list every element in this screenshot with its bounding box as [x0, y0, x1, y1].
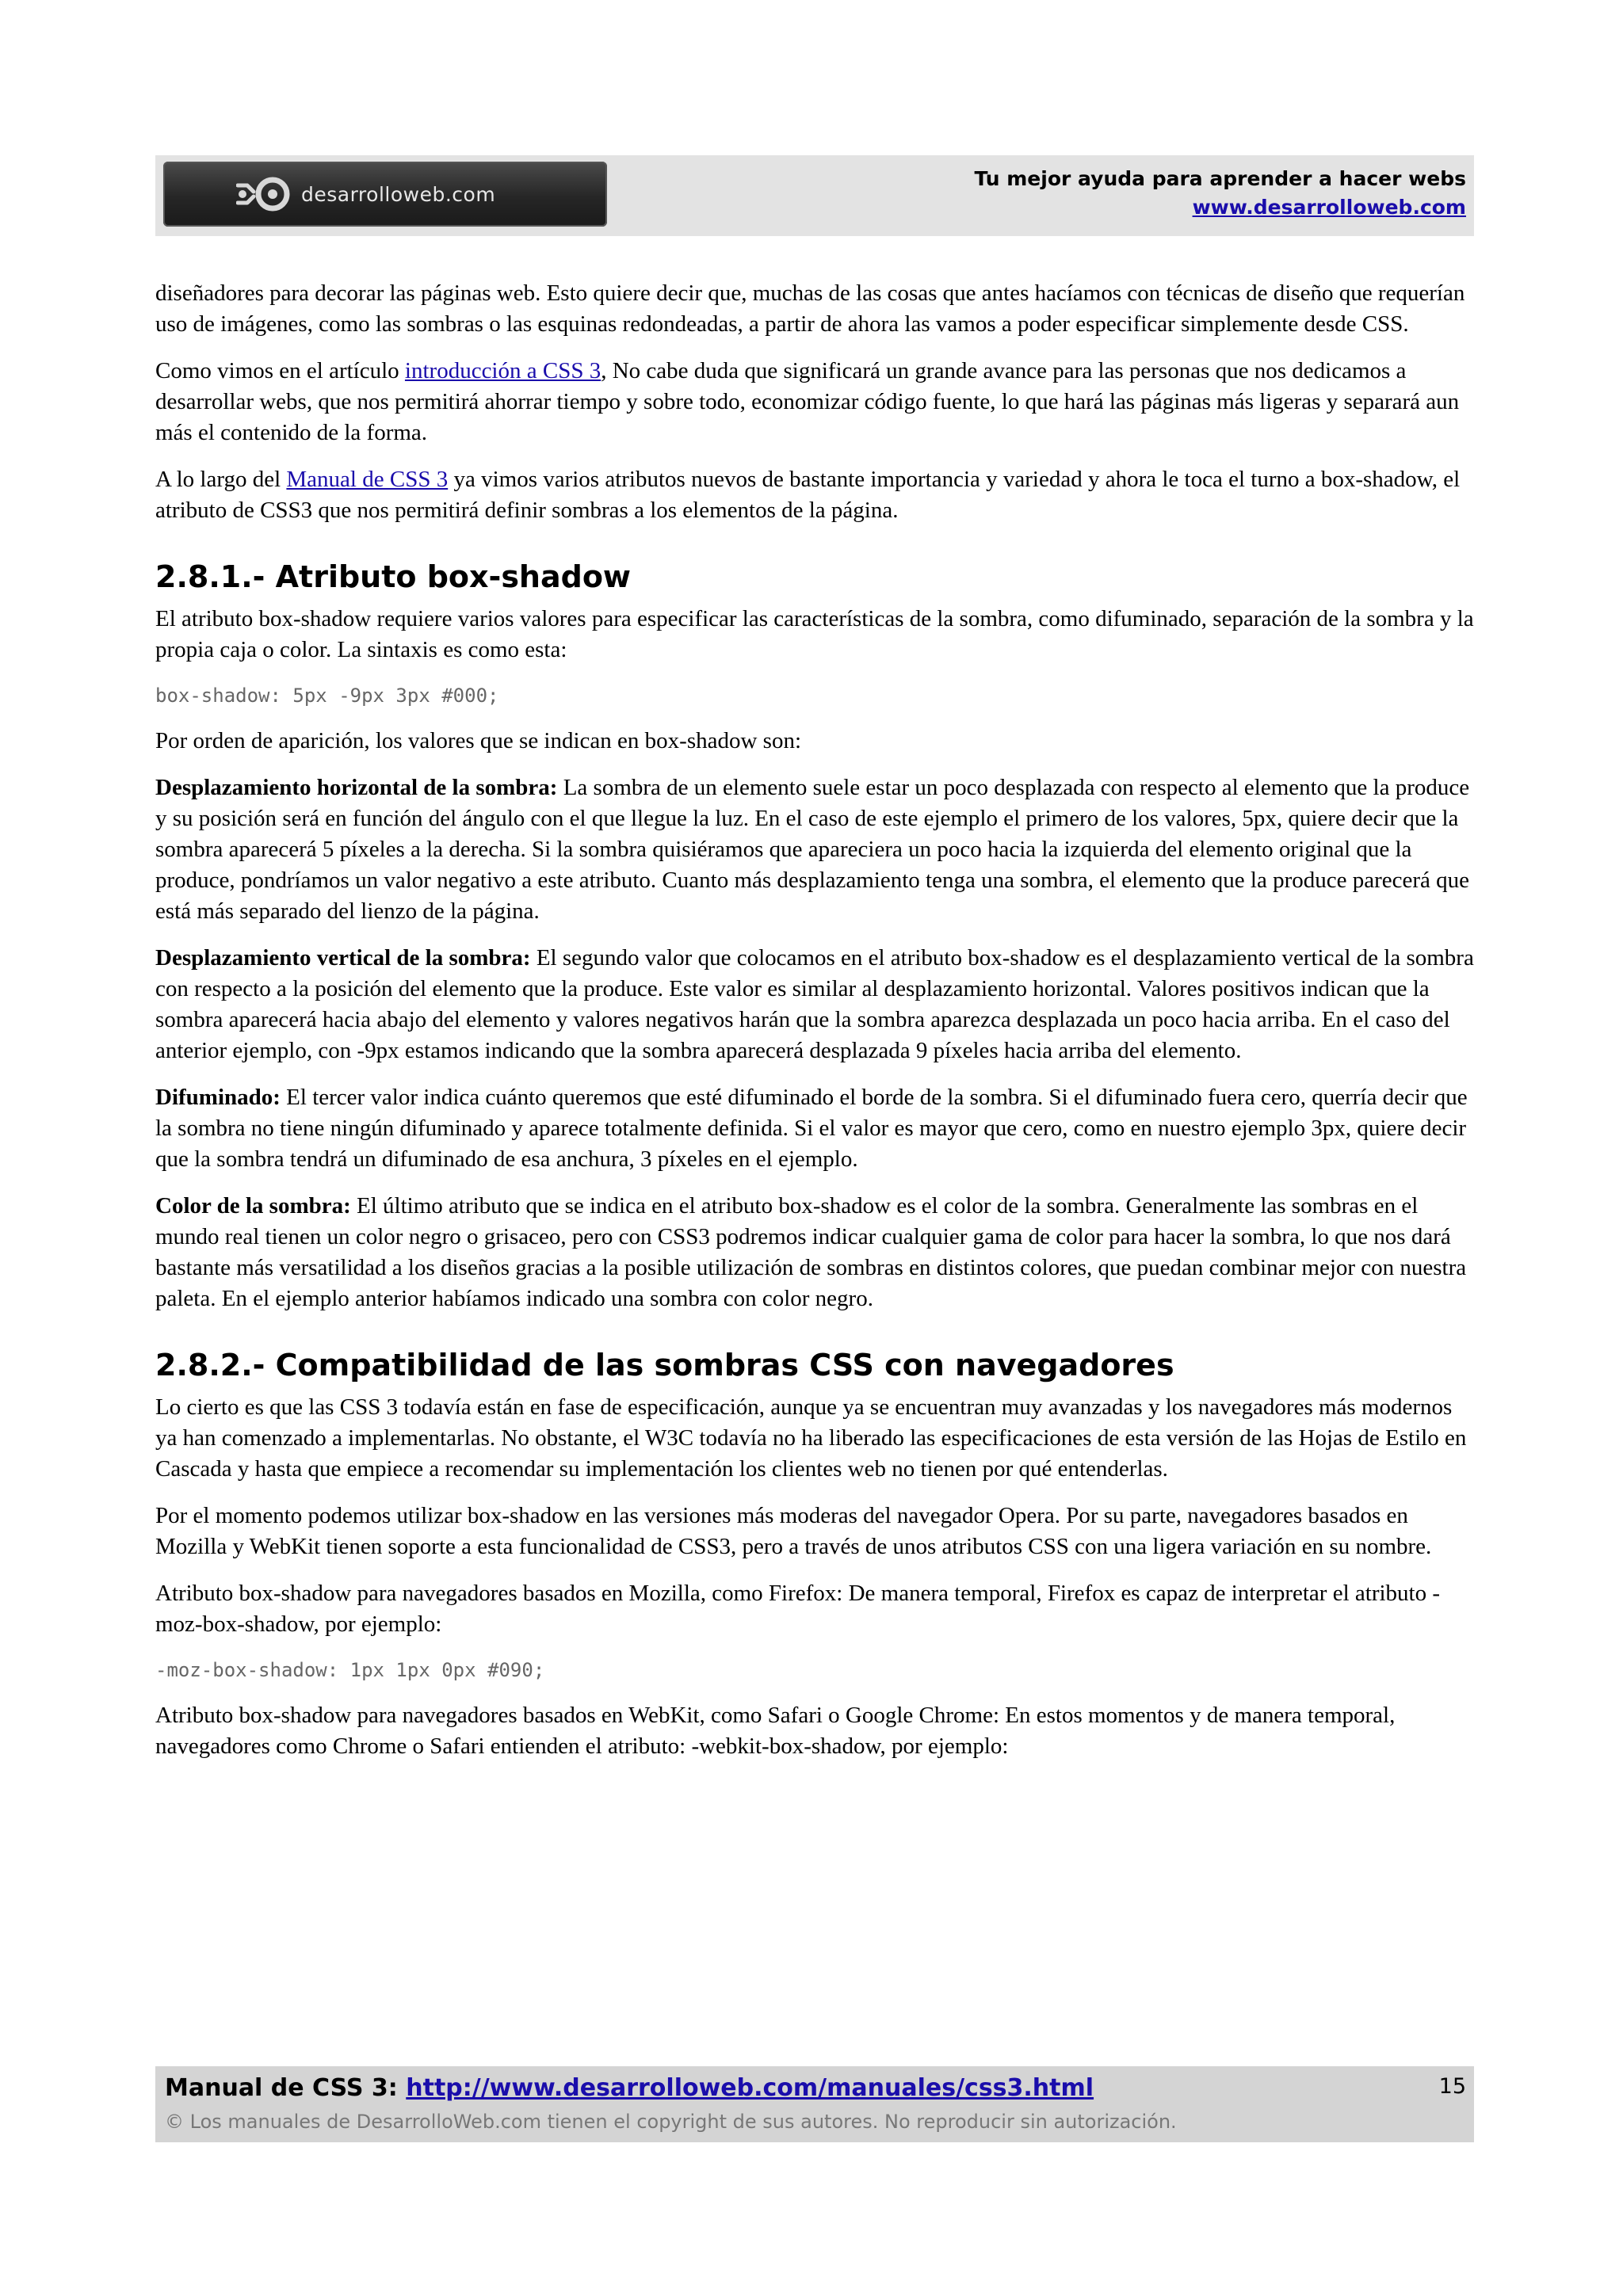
paragraph	[155, 1082, 1477, 1175]
footer-title-prefix: Manual de CSS 3:	[165, 2074, 407, 2102]
text: A lo largo del	[155, 467, 287, 492]
desarrolloweb-logo[interactable]	[163, 162, 607, 227]
paragraph: El atributo box-shadow requiere varios valores para especificar las características de la sombra, como difuminado, separación de la sombra y la propia caja o color. La sintaxis es como esta:	[155, 606, 1474, 662]
term-label: Desplazamiento vertical de la sombra:	[155, 945, 531, 971]
text: El tercer valor indica cuánto queremos que esté difuminado el borde de la sombra. Si el difuminado fuera cero, querría decir que la sombra no tiene ningún difuminado y aparece totalmente definida. Si el valor es mayor que cero, como en nuestro ejemplo 3px, quiere decir que la sombra tendrá un difuminado de esa anchura, 3 píxeles en el ejemplo.	[155, 1085, 1468, 1172]
code-example: box-shadow: 5px -9px 3px #000;	[155, 685, 499, 707]
paragraph	[155, 464, 1477, 526]
section-heading-box-shadow: 2.8.1.- Atributo box-shadow	[155, 559, 632, 594]
header-site-link[interactable]: www.desarrolloweb.com	[1192, 196, 1466, 219]
paragraph	[155, 1191, 1477, 1314]
page-footer	[155, 2066, 1474, 2142]
logo-mark-icon	[236, 174, 292, 214]
text: La sombra de un elemento suele estar un poco desplazada con respecto al elemento que la produce y su posición será en función del ángulo con el que llegue la luz. En el caso de este ejemplo el primero de los valores, 5px, quiere decir que la sombra aparecerá 5 píxeles a la derecha. Si la sombra quisiéramos que apareciera un poco hacia la izquierda del elemento original que la produce, pondríamos un valor negativo a este atributo. Cuanto más desplazamiento tenga una sombra, el elemento que la produce parecerá que está más separado del lienzo de la página.	[155, 775, 1470, 924]
logo-text: desarrolloweb.com	[301, 182, 496, 206]
page-number: 15	[1438, 2074, 1466, 2099]
code-example: -moz-box-shadow: 1px 1px 0px #090;	[155, 1659, 545, 1681]
term-label: Difuminado:	[155, 1085, 281, 1110]
term-label: Desplazamiento horizontal de la sombra:	[155, 775, 558, 800]
paragraph: Atributo box-shadow para navegadores basados en WebKit, como Safari o Google Chrome: En estos momentos y de manera temporal, navegadores como Chrome o Safari entienden el atributo: -webkit-box-shadow, por ejemplo:	[155, 1703, 1396, 1759]
footer-title	[165, 2073, 1094, 2104]
paragraph	[155, 943, 1477, 1066]
text: , No cabe duda que significará un grande avance para las personas que nos dedicamos a desarrollar webs, que nos permitirá ahorrar tiempo y sobre todo, economizar código fuente, lo que hará las páginas más ligeras y separará aun más el contenido de la forma.	[155, 358, 1460, 445]
header-tagline-block	[974, 165, 1466, 222]
manual-css3-link[interactable]: Manual de CSS 3	[286, 467, 449, 492]
text: El segundo valor que colocamos en el atributo box-shadow es el desplazamiento vertical de la sombra con respecto a la posición del elemento que la produce. Este valor es similar al desplazamiento horizontal. Valores positivos indican que la sombra aparecerá hacia abajo del elemento y valores negativos harán que la sombra aparezca desplazada un poco hacia arriba. En el caso del anterior ejemplo, con -9px estamos indicando que la sombra aparecerá desplazada 9 píxeles hacia arriba del elemento.	[155, 945, 1474, 1063]
paragraph	[155, 356, 1477, 448]
paragraph: Por el momento podemos utilizar box-shadow en las versiones más moderas del navegador Opera. Por su parte, navegadores basados en Mozilla y WebKit tienen soporte a esta funcionalidad de CSS3, pero a través de unos atributos CSS con una ligera variación en su nombre.	[155, 1503, 1432, 1559]
paragraph: Lo cierto es que las CSS 3 todavía están en fase de especificación, aunque ya se encuentran muy avanzadas y los navegadores más modernos ya han comenzado a implementarlas. No obstante, el W3C todavía no ha liberado las especificaciones de esta versión de las Hojas de Estilo en Cascada y hasta que empiece a recomendar su implementación los clientes web no tienen por qué entenderlas.	[155, 1394, 1467, 1482]
footer-manual-link[interactable]: http://www.desarrolloweb.com/manuales/css3.html	[406, 2074, 1094, 2102]
text: El último atributo que se indica en el atributo box-shadow es el color de la sombra. Generalmente las sombras en el mundo real tienen un color negro o grisaceo, pero con CSS3 podremos indicar cualquier gama de color para hacer la sombra, lo que nos dará bastante más versatilidad a los diseños gracias a la posible utilización de sombras en distintos colores, que puedan combinar mejor con nuestra paleta. En el ejemplo anterior habíamos indicado una sombra con color negro.	[155, 1193, 1467, 1311]
footer-copyright: © Los manuales de DesarrolloWeb.com tienen el copyright de sus autores. No reproducir sin autorización.	[165, 2111, 1177, 2133]
text: ya vimos varios atributos nuevos de bastante importancia y variedad y ahora le toca el turno a box-shadow, el atributo de CSS3 que nos permitirá definir sombras a los elementos de la página.	[155, 467, 1461, 523]
header-tagline: Tu mejor ayuda para aprender a hacer webs	[974, 167, 1466, 190]
intro-css3-link[interactable]: introducción a CSS 3	[404, 358, 601, 383]
section-heading-compatibility: 2.8.2.- Compatibilidad de las sombras CSS con navegadores	[155, 1348, 1174, 1383]
paragraph: diseñadores para decorar las páginas web. Esto quiere decir que, muchas de las cosas que antes hacíamos con técnicas de diseño que requerían uso de imágenes, como las sombras o las esquinas redondeadas, a partir de ahora las vamos a poder especificar simplemente desde CSS.	[155, 280, 1465, 337]
article-content	[155, 278, 1477, 1778]
paragraph: Atributo box-shadow para navegadores basados en Mozilla, como Firefox: De manera temporal, Firefox es capaz de interpretar el atributo -moz-box-shadow, por ejemplo:	[155, 1581, 1440, 1637]
page-header	[155, 155, 1474, 236]
text: Como vimos en el artículo	[155, 358, 405, 383]
term-label: Color de la sombra:	[155, 1193, 351, 1219]
paragraph	[155, 772, 1477, 927]
paragraph: Por orden de aparición, los valores que se indican en box-shadow son:	[155, 728, 802, 753]
